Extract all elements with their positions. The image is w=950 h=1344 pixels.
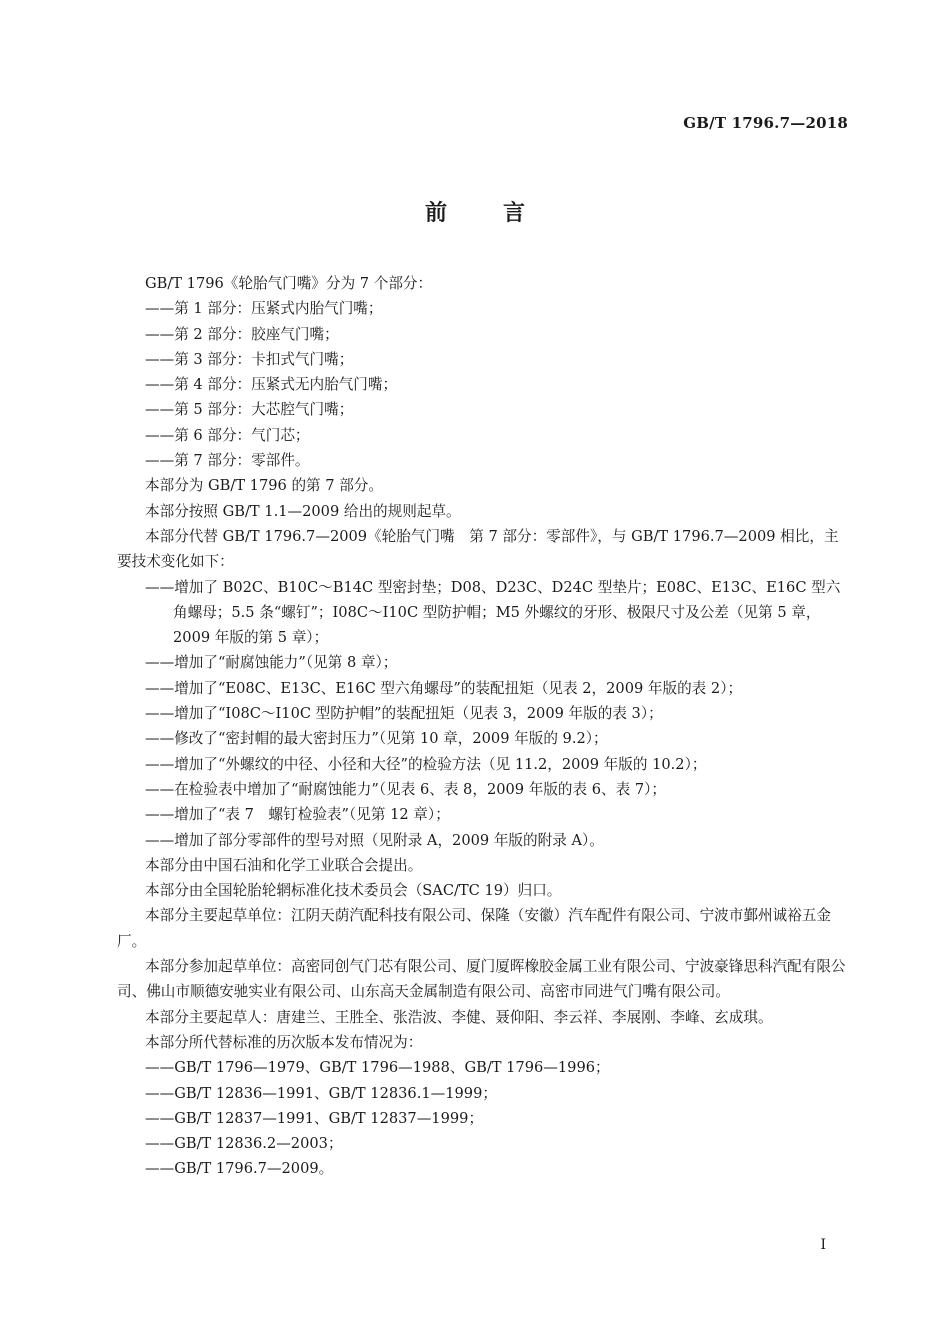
list-item: ——第 1 部分：压紧式内胎气门嘴； (145, 300, 383, 318)
list-item: ——在检验表中增加了“耐腐蚀能力”（见表 6、表 8，2009 年版的表 6、表 7）； (145, 780, 667, 798)
list-item: ——GB/T 12836.2—2003； (145, 1135, 343, 1153)
list-item: ——第 4 部分：压紧式无内胎气门嘴； (145, 376, 398, 394)
list-item: ——第 5 部分：大芯腔气门嘴； (145, 401, 354, 419)
list-item: ——修改了“密封帽的最大密封压力”（见第 10 章，2009 年版的 9.2）； (145, 730, 608, 748)
list-item: ——增加了“E08C、E13C、E16C 型六角螺母”的装配扭矩（见表 2，2009 年版的表 2）； (145, 679, 743, 697)
paragraph: 本部分所代替标准的历次版本发布情况为： (145, 1033, 423, 1051)
list-item: ——GB/T 1796.7—2009。 (145, 1160, 334, 1178)
foreword-body (117, 271, 850, 1182)
list-item: ——增加了“表 7 螺钉检验表”（见第 12 章）； (145, 806, 450, 824)
paragraph: 本部分参加起草单位：高密同创气门芯有限公司、厦门厦晖橡胶金属工业有限公司、宁波豪锋思科汽配有限公司、佛山市顺德安驰实业有限公司、山东高天金属制造有限公司、高密市同进气门嘴有限公司。 (117, 958, 846, 1001)
paragraph: 本部分按照 GB/T 1.1—2009 给出的规则起草。 (145, 502, 461, 520)
paragraph: 本部分代替 GB/T 1796.7—2009《轮胎气门嘴 第 7 部分：零部件》，与 GB/T 1796.7—2009 相比，主要技术变化如下： (117, 527, 839, 571)
list-item: ——GB/T 12837—1991、GB/T 12837—1999； (145, 1109, 484, 1127)
paragraph: 本部分由全国轮胎轮辋标准化技术委员会（SAC/TC 19）归口。 (145, 882, 562, 900)
list-item: ——增加了部分零部件的型号对照（见附录 A，2009 年版的附录 A）。 (145, 831, 604, 849)
list-item: ——增加了“I08C～I10C 型防护帽”的装配扭矩（见表 3，2009 年版的表 3）； (145, 705, 663, 723)
list-item: ——第 7 部分：零部件。 (145, 452, 310, 470)
list-item: ——GB/T 12836—1991、GB/T 12836.1—1999； (145, 1084, 497, 1102)
list-item: ——第 6 部分：气门芯； (145, 426, 310, 444)
paragraph: 本部分由中国石油和化学工业联合会提出。 (145, 856, 423, 874)
list-item: ——增加了“外螺纹的中径、小径和大径”的检验方法（见 11.2，2009 年版的 10.2）； (145, 755, 707, 773)
list-item: ——第 3 部分：卡扣式气门嘴； (145, 350, 354, 368)
list-item: ——第 2 部分：胶座气门嘴； (145, 325, 339, 343)
paragraph: 本部分为 GB/T 1796 的第 7 部分。 (145, 477, 383, 495)
page-title: 前言 (424, 200, 581, 226)
paragraph: 本部分主要起草人：唐建兰、王胜全、张浩波、李健、聂仰阳、李云祥、李展刚、李峰、玄成琪。 (145, 1008, 773, 1026)
paragraph: GB/T 1796《轮胎气门嘴》分为 7 个部分： (145, 275, 433, 292)
list-item: ——GB/T 1796—1979、GB/T 1796—1988、GB/T 1796—1996； (145, 1059, 610, 1077)
list-item: ——增加了 B02C、B10C～B14C 型密封垫；D08、D23C、D24C 型垫片；E08C、E13C、E16C 型六角螺母；5.5 条“螺钉”；I08C～I10C 型防护帽；M5 外螺纹的牙形、极限尺寸及公差（见第 5 章，2009 年版的第 5 章）； (145, 578, 841, 647)
page-number: I (820, 1237, 826, 1253)
paragraph: 本部分主要起草单位：江阴天荫汽配科技有限公司、保隆（安徽）汽车配件有限公司、宁波市鄞州诚裕五金厂。 (117, 907, 831, 950)
list-item: ——增加了“耐腐蚀能力”（见第 8 章）； (145, 654, 398, 672)
standard-code: GB/T 1796.7—2018 (683, 114, 848, 132)
